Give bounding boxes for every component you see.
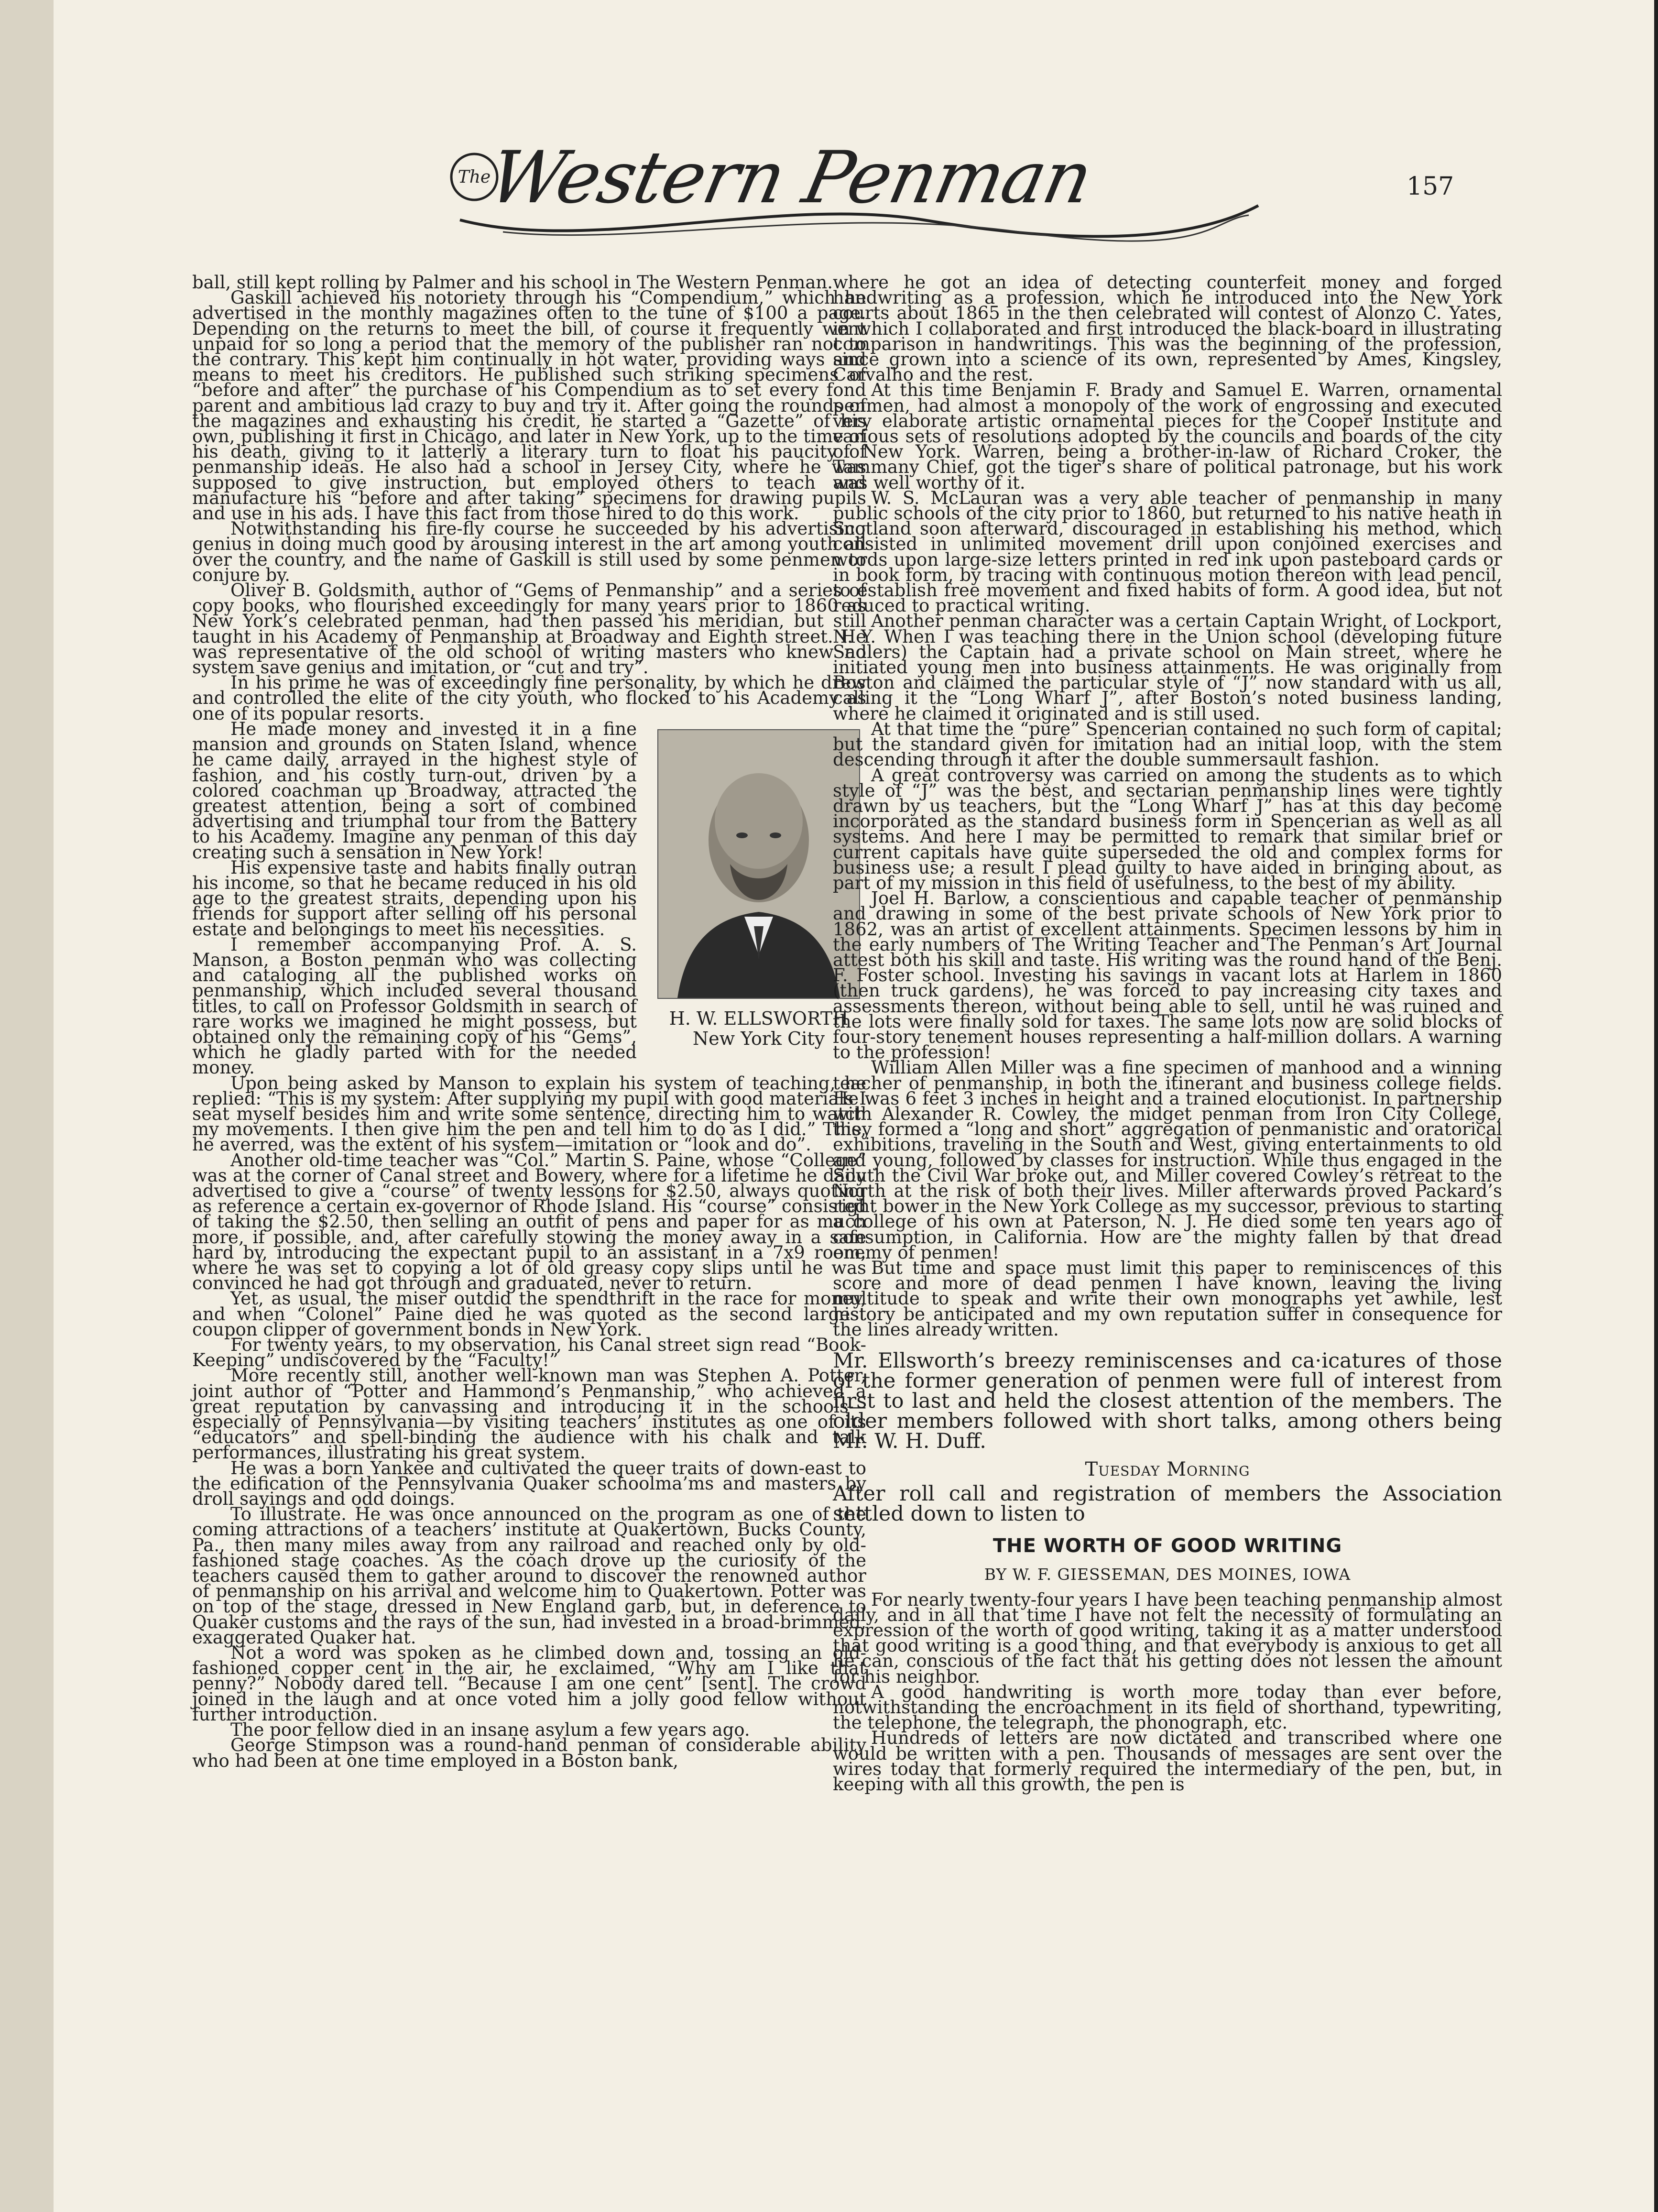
paragraph: At that time the “pure” Spencerian contained no such form of capital; but the standard given for imitation had an initial loop, with the stem descending through it after the double summersault fashion. [833,718,1502,770]
paragraph: Not a word was spoken as he climbed down and, tossing an old-fashioned copper cent in the air, he exclaimed, “Why am I like that penny?” Nobody dared tell. “Because I am one cent” [sent]. The crowd joined in the laugh and at once voted him a jolly good fellow without further introduction. [192,1643,866,1725]
paragraph: He was a born Yankee and cultivated the queer traits of down-east to the edification of the Pennsylvania Quaker schoolma’ms and masters by droll sayings and odd doings. [192,1457,866,1510]
paragraph: William Allen Miller was a fine specimen of manhood and a winning teacher of penmanship, in both the itinerant and business college fields. He was 6 feet 3 inches in height and a trained elocutionist. In partnership with Alexander R. Cowley, the midget penman from Iron City College, they formed a “long and short” aggregation of penmanistic and oratorical exhibitions, traveling in the South and West, giving entertainments to old and young, followed by classes for instruction. While thus engaged in the South the Civil War broke out, and Miller covered Cowley’s retreat to the North at the risk of both their lives. Miller afterwards proved Packard’s right bower in the New York College as my successor, previous to starting a college of his own at Paterson, N. J. He died some ten years ago of consumption, in California. How are the mighty fallen by that dread enemy of penmen! [833,1057,1502,1263]
paragraph: where he got an idea of detecting counterfeit money and forged handwriting as a profession, which he introduced into the New York courts about 1865 in the then celebrated will contest of Alonzo C. Yates, in which I collaborated and first introduced the black-board in illustrating comparison in handwritings. This was the beginning of the profession, since grown into a science of its own, represented by Ames, Kingsley, Carvalho and the rest. [833,272,1502,385]
paragraph: W. S. McLauran was a very able teacher of penmanship in many public schools of the city prior to 1860, but returned to his native heath in Scotland soon afterward, discouraged in establishing his method, which consisted in unlimited movement drill upon conjoined exercises and words upon large-size letters printed in red ink upon pasteboard cards or in book form, by tracing with continuous motion thereon with lead pencil, to establish free movement and fixed habits of form. A good idea, but not reduced to practical writing. [833,487,1502,616]
paragraph: Yet, as usual, the miser outdid the spendthrift in the race for money, and when “Colonel” Paine died he was quoted as the second largest coupon clipper of government bonds in New York. [192,1288,866,1340]
adjacent-page-edge [0,0,55,2212]
paragraph: The poor fellow died in an insane asylum a few years ago. [230,1719,750,1741]
page [54,0,1654,2212]
masthead [446,129,1273,258]
paragraph: In his prime he was of exceedingly fine personality, by which he drew and controlled the elite of the city youth, who flocked to his Academy as one of its popular resorts. [192,672,866,724]
portrait-caption-name: H. W. ELLSWORTH [669,1007,849,1029]
paragraph: Joel H. Barlow, a conscientious and capable teacher of penmanship and drawing in some of the best private schools of New York prior to 1862, was an artist of excellent attainments. Specimen lessons by him in the early numbers of The Writing Teacher and The Penman’s Art Journal attest both his skill and taste. His writing was the round hand of the Benj. F. Foster school. Investing his savings in vacant lots at Harlem in 1860 (then truck gardens), he was forced to pay increasing city taxes and assessments thereon, without being able to sell, until he was ruined and the lots were finally sold for taxes. The same lots now are solid blocks of four-story tenement houses representing a half-million dollars. A warning to the profession! [833,888,1502,1063]
paragraph: He made money and invested it in a fine mansion and grounds on Staten Island, whence he came daily, arrayed in the highest style of fashion, and his costly turn-out, driven by a colored coachman up Broadway, attracted the greatest attention, being a sort of combined advertising and triumphal tour from the Battery to his Academy. Imagine any penman of this day creating such a sensation in New York! [192,718,637,863]
right-column [833,272,1502,1795]
paragraph: But time and space must limit this paper to reminiscences of this score and more of dead penmen I have known, leaving the living multitude to speak and write their own monographs yet awhile, lest history be anticipated and my own reputation suffer in consequence for the lines already written. [833,1258,1502,1340]
paragraph: To illustrate. He was once announced on the program as one of the coming attractions of a teachers’ institute at Quakertown, Bucks County, Pa., then many miles away from any railroad and reached only by old-fashioned stage coaches. As the coach drove up the curiosity of the teachers caused them to gather around to discover the renowned author of penmanship on his arrival and welcome him to Quakertown. Potter was on top of the stage, dressed in New England garb, but, in deference to Quaker customs and the rays of the sun, had invested in a broad-brimmed, exaggerated Quaker hat. [192,1504,866,1648]
portrait-photo [657,729,860,999]
paragraph: Another old-time teacher was “Col.” Martin S. Paine, whose “College” was at the corner of Canal street and Bowery, where for a lifetime he daily advertised to give a “course” of twenty lessons for $2.50, always quoting as reference a certain ex-governor of Rhode Island. His “course” consisted of taking the $2.50, then selling an outfit of pens and paper for as much more, if possible, and, after carefully stowing the money away in a safe hard by, introducing the expectant pupil to an assistant in a 7x9 room, where he was set to copying a lot of old greasy copy slips until he was convinced he had got through and graduated, never to return. [192,1150,866,1294]
paragraph: Upon being asked by Manson to explain his system of teaching, he replied: “This is my system: After supplying my pupil with good materials I seat myself besides him and write some sentence, directing him to watch my movements. I then give him the pen and tell him to do as I did.” This, he averred, was the extent of his system—imitation or “look and do”. [192,1073,866,1155]
the-logo-text: The [458,167,491,187]
meeting-summary: Mr. Ellsworth’s breezy reminiscenses and ca·icatures of those of the former generation of penmen were full of interest from first to last and held the closest attention of the members. The older members followed with short talks, among others being Mr. W. H. Duff. [833,1349,1502,1454]
paragraph: Oliver B. Goldsmith, author of “Gems of Penmanship” and a series of copy books, who flourished exceedingly for many years prior to 1860 as New York’s celebrated penman, had then passed his meridian, but still taught in his Academy of Penmanship at Broadway and Eighth street. He was representative of the old school of writing masters who knew no system save genius and imitation, or “cut and try”. [192,580,866,678]
paragraph: A good handwriting is worth more today than ever before, notwithstanding the encroachment in its field of shorthand, typewriting, the telephone, the telegraph, the phonograph, etc. [833,1681,1502,1733]
page-number: 157 [1407,172,1454,201]
masthead-title: Western Penman [482,136,1099,219]
paragraph: More recently still, another well-known man was Stephen A. Potter, joint author of “Potter and Hammond’s Penmanship,” who achieved a great reputation by canvassing and introducing it in the schools—especially of Pennsylvania—by visiting teachers’ institutes as one of its “educators” and spell-binding the audience with his chalk and talk performances, illustrating his great system. [192,1365,866,1463]
section-intro: After roll call and registration of members the Association settled down to listen to [833,1482,1502,1526]
article-byline: BY W. F. GIESSEMAN, DES MOINES, IOWA [984,1565,1351,1584]
paragraph: A great controversy was carried on among the students as to which style of “J” was the best, and sectarian penmanship lines were tightly drawn by us teachers, but the “Long Wharf J” has at this day become incorporated as the standard business form in Spencerian as well as all systems. And here I may be permitted to remark that similar brief or current capitals have quite superseded the old and complex forms for business use; a result I plead guilty to have aided in bringing about, as part of my mission in this field of usefulness, to the best of my ability. [833,765,1502,893]
section-heading: Tuesday Morning [1085,1458,1250,1481]
paragraph: Another penman character was a certain Captain Wright, of Lockport, N. Y. When I was teaching there in the Union school (developing future Sadlers) the Captain had a private school on Main street, where he initiated young men into business attainments. He was originally from Boston and claimed the particular style of “J” now standard with us all, calling it the “Long Wharf J”, after Boston’s noted business landing, where he claimed it originated and is still used. [833,611,1502,724]
paragraph: His expensive taste and habits finally outran his income, so that he became reduced in his old age to the greatest straits, depending upon his friends for support after selling off his personal estate and belongings to meet his necessities. [192,857,637,940]
paragraph: Gaskill achieved his notoriety through his “Compendium,” which he advertised in the monthly magazines often to the tune of $100 a page. Depending on the returns to meet the bill, of course it frequently went unpaid for so long a period that the memory of the publisher ran not to the contrary. This kept him continually in hot water, providing ways and means to meet his creditors. He published such striking specimens of “before and after” the purchase of his Compendium as to set every fond parent and ambitious lad crazy to buy and try it. After going the rounds of the magazines and exhausting his credit, he started a “Gazette” of his own, publishing it first in Chicago, and later in New York, up to the time of his death, giving to it latterly a literary turn to float his paucity of penmanship ideas. He also had a school in Jersey City, where he was supposed to give instruction, but employed others to teach and manufacture his “before and after taking” specimens for drawing pupils and use in his ads. I have this fact from those hired to do this work. [192,287,866,524]
left-column [192,272,866,1771]
article-title: THE WORTH OF GOOD WRITING [993,1535,1342,1557]
masthead-flourish [446,186,1273,258]
paragraph: For twenty years, to my observation, his Canal street sign read “Book-Keeping” undiscovered by the “Faculty!” [192,1335,866,1371]
paragraph: ball, still kept rolling by Palmer and his school in The Western Penman. [192,272,833,293]
paragraph: For nearly twenty-four years I have been teaching penmanship almost daily, and in all that time I have not felt the necessity of formulating an expression of the worth of good writing, taking it as a matter understood that good writing is a good thing, and that everybody is anxious to get all he can, conscious of the fact that his getting does not lessen the amount for his neighbor. [833,1589,1502,1687]
paragraph: At this time Benjamin F. Brady and Samuel E. Warren, ornamental penmen, had almost a monopoly of the work of engrossing and executed very elaborate artistic ornamental pieces for the Cooper Institute and various sets of resolutions adopted by the councils and boards of the city of New York. Warren, being a brother-in-law of Richard Croker, the Tammany Chief, got the tiger’s share of political patronage, but his work was well worthy of it. [833,380,1502,493]
paragraph: I remember accompanying Prof. A. S. Manson, a Boston penman who was collecting and cataloging all the published works on penmanship, which included several thousand titles, to call on Professor Goldsmith in search of rare works we imagined he might possess, but obtained only the remaining copy of his “Gems”, which he gladly parted with for the needed money. [192,934,637,1078]
paragraph: Hundreds of letters are now dictated and transcribed where one would be written with a pen. Thousands of messages are sent over the wires today that formerly required the intermediary of the pen, but, in keeping with all this growth, the pen is [833,1728,1502,1795]
paragraph: George Stimpson was a round-hand penman of considerable ability who had been at one time employed in a Boston bank, [192,1735,866,1771]
portrait-caption-location: New York City [692,1028,825,1049]
paragraph: Notwithstanding his fire-fly course he succeeded by his advertising genius in doing much good by arousing interest in the art among youth all over the country, and the name of Gaskill is still used by some penmen to conjure by. [192,518,866,585]
